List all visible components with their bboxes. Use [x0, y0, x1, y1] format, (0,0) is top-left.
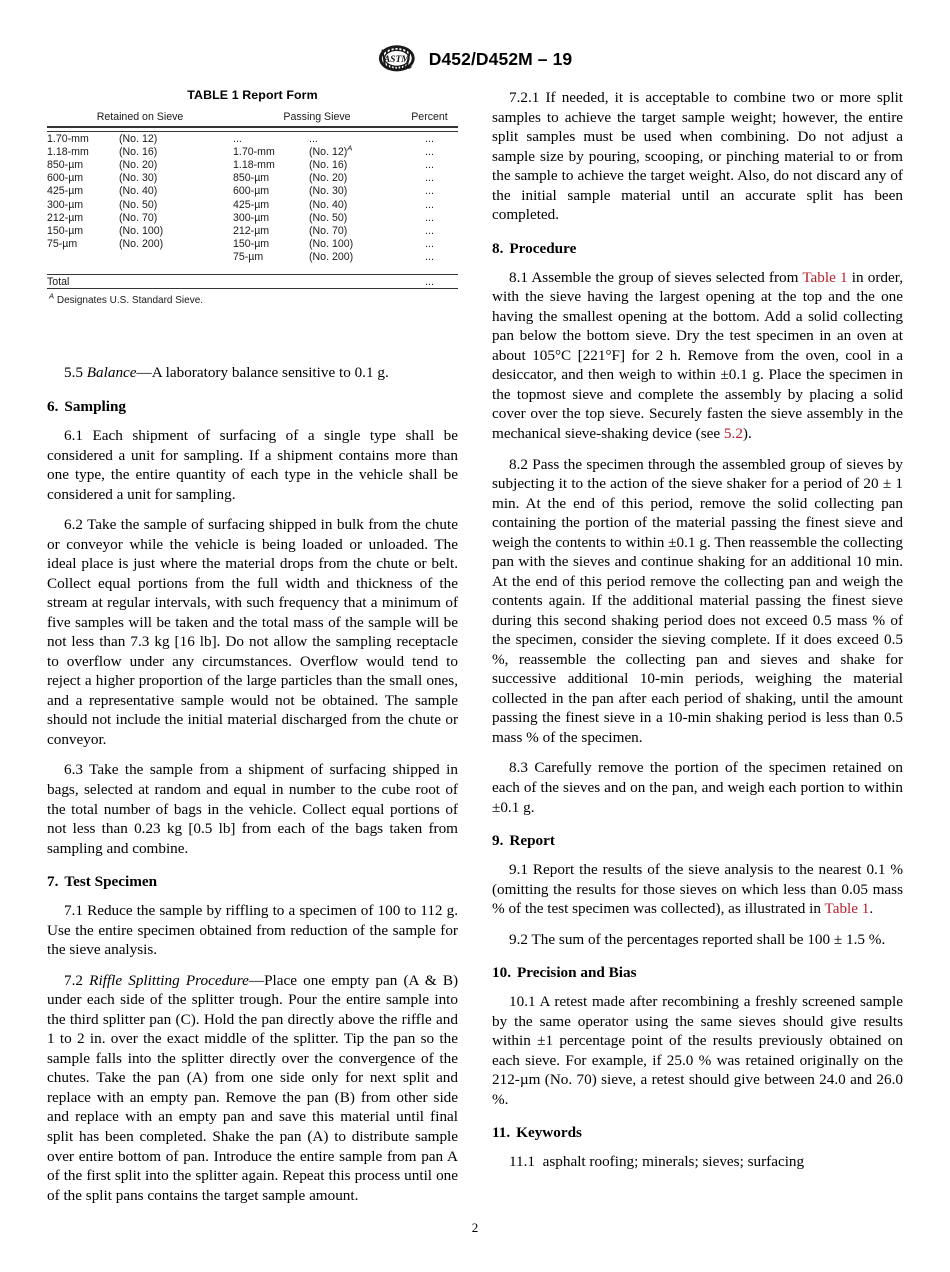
paragraph-number: 7.2.1 — [509, 89, 540, 106]
document-designation: D452/D452M – 19 — [428, 49, 573, 69]
left-column — [47, 88, 458, 1205]
paragraph-number: 8.1 — [509, 268, 528, 286]
cell-passing-size: 425-µm — [233, 198, 270, 211]
table-row — [47, 158, 458, 171]
cell-passing-mesh: (No. 40) — [309, 198, 348, 211]
table-row — [47, 172, 458, 185]
cell-percent: ... — [425, 251, 434, 264]
column-header-passing: Passing Sieve — [233, 109, 401, 127]
paragraph-number: 6.3 — [64, 761, 83, 779]
paragraph-text-before: Report the results of the sieve analysis to the nearest 0.1 % (omitting the results for those sieves on which less than 0.05 mass % of the test specimen was collected), as illustrated in — [492, 861, 904, 918]
paragraph-7-1 — [47, 892, 458, 960]
em-dash: — — [248, 971, 265, 989]
link-section-5-2[interactable]: 5.2 — [723, 424, 743, 442]
paragraph-text: Each shipment of surfacing of a single type shall be considered a unit for sampling. If a shipment contains more than one type, the entire quantity of each type in the vehicle shall be considered a unit for sampling. — [47, 426, 458, 503]
paragraph-text-middle: in order, with the sieve having the largest opening at the top and the one having the smallest opening at the bottom. Add a solid collecting pan below the bottom sieve. Dry the test specimen in an oven at about 105°C [221°F] for 2 h. Remove from the oven, cool in a desiccator, and then weigh to within ±0.1 g. Place the specimen in the topmost sieve and complete the assembly by placing a solid cover over the top sieve. Securely fasten the sieve assembly in the mechanical sieve-shaking device (see — [492, 268, 903, 442]
section-number: 7. — [47, 873, 59, 891]
paragraph-6-3 — [47, 749, 458, 858]
cell-retained-size: 212-µm — [47, 211, 84, 224]
paragraph-text: Pass the specimen through the assembled group of sieves by subjecting it to the action of the sieve shaker for a period of 20 ± 1 min. At the end of this period, remove the solid collecting pan containing the portion of the material passing the finest sieve and weigh the contents to within ±0.1 g. Then reassemble the collecting pan with the sieves and continue shaking for an additional 10 min. At the end of this period remove the collecting pan and weigh the contents again. If the additional material passing the finest sieve during this second shaking period does not exceed 0.5 mass % of the specimen, consider the sieving complete. If it does exceed 0.5 %, reassemble the collecting pan and sieves and shake for successive additional 10-min periods, weighing the material collected in the pan after each period of shaking, until the amount passing the finest sieve in a 10-min shaking period is less than 0.5 mass % of the specimen. — [492, 455, 903, 746]
cell-total-label: Total — [47, 275, 233, 289]
cell-retained-size: 425-µm — [47, 185, 84, 198]
table-body — [47, 132, 458, 292]
cell-passing-mesh: (No. 50) — [309, 211, 348, 224]
section-heading-7 — [47, 858, 458, 892]
cell-passing-size: 1.18-mm — [233, 158, 275, 171]
cell-passing-mesh: (No. 16) — [309, 158, 348, 171]
paragraph-text-after: . — [869, 900, 874, 918]
table-row — [47, 185, 458, 198]
cell-retained-size: 300-µm — [47, 198, 84, 211]
paragraph-number: 6.2 — [64, 516, 83, 534]
link-table-1[interactable]: Table 1 — [802, 268, 848, 286]
paragraph-number: 6.1 — [64, 426, 83, 444]
cell-passing-size: 300-µm — [233, 211, 270, 224]
paragraph-text: asphalt roofing; minerals; sieves; surfacing — [542, 1153, 805, 1171]
table-row — [47, 238, 458, 251]
cell-retained-size: 600-µm — [47, 172, 84, 185]
cell-retained-size: 75-µm — [47, 238, 78, 251]
paragraph-9-1 — [492, 851, 903, 919]
paragraph-10-1 — [492, 983, 903, 1109]
cell-passing-mesh: (No. 30) — [309, 185, 348, 198]
cell-retained-mesh: (No. 50) — [119, 198, 158, 211]
paragraph-number: 11.1 — [509, 1153, 536, 1171]
table-row — [47, 198, 458, 211]
cell-percent: ... — [425, 132, 434, 145]
run-in-heading: Balance — [86, 364, 137, 382]
cell-retained-size: 1.70-mm — [47, 132, 89, 145]
table-row — [47, 145, 458, 158]
cell-percent: ... — [425, 238, 434, 251]
two-column-body — [47, 88, 903, 1205]
section-heading-11 — [492, 1109, 903, 1143]
cell-retained-mesh: (No. 20) — [119, 158, 158, 171]
paragraph-text: A retest made after recombining a freshly screened sample by the same operator using the same sieves should give results within ±1 percentage point of the results previously obtained on each sieve. For example, if 25.0 % was retained originally on the 212-µm (No. 70) sieve, a retest should give between 24.0 and 26.0 %. — [492, 993, 903, 1108]
svg-text:ASTM: ASTM — [383, 54, 410, 65]
page-header — [0, 44, 950, 75]
footnote-marker: A — [347, 143, 353, 153]
cell-retained-mesh: (No. 12) — [119, 132, 158, 145]
section-title: Report — [509, 832, 555, 850]
paragraph-number: 8.3 — [509, 759, 528, 777]
table-footnote — [47, 292, 458, 307]
paragraph-text: A laboratory balance sensitive to 0.1 g. — [151, 364, 389, 382]
table-row — [47, 251, 458, 264]
table-row — [47, 224, 458, 237]
paragraph-number: 7.2 — [64, 971, 83, 989]
cell-retained-mesh — [119, 251, 233, 264]
cell-passing-size: 212-µm — [233, 224, 270, 237]
section-title: Test Specimen — [64, 873, 158, 891]
cell-passing-mesh: (No. 200) — [309, 251, 354, 264]
paragraph-text: The sum of the percentages reported shall be 100 ± 1.5 %. — [531, 930, 886, 948]
table-1-report-form — [47, 109, 458, 291]
cell-passing-size: 850-µm — [233, 172, 270, 185]
cell-passing-size: 600-µm — [233, 185, 270, 198]
paragraph-5-1 — [47, 352, 458, 383]
paragraph-number: 9.2 — [509, 930, 528, 948]
paragraph-number: 10.1 — [509, 993, 536, 1011]
cell-passing-mesh: (No. 100) — [309, 238, 354, 251]
column-header-retained: Retained on Sieve — [47, 109, 233, 127]
cell-percent: ... — [425, 198, 434, 211]
cell-total-blank — [233, 275, 401, 289]
cell-retained-mesh: (No. 70) — [119, 211, 158, 224]
paragraph-7-2-1 — [492, 88, 903, 225]
paragraph-7-2 — [47, 960, 458, 1205]
paragraph-number: 9.1 — [509, 861, 528, 879]
section-number: 9. — [492, 832, 504, 850]
section-heading-8 — [492, 225, 903, 259]
paragraph-text: Reduce the sample by riffling to a specimen of 100 to 112 g. Use the entire specimen obtained from reduction of the sample for the sieve analysis. — [47, 902, 458, 959]
run-in-heading: Riffle Splitting Procedure — [89, 971, 249, 989]
paragraph-number: 7.1 — [64, 902, 83, 920]
section-title: Procedure — [509, 239, 577, 257]
cell-percent: ... — [425, 224, 434, 237]
paragraph-text-after: ). — [742, 424, 752, 442]
footnote-text: Designates U.S. Standard Sieve. — [56, 295, 204, 307]
cell-retained-size: 850-µm — [47, 158, 84, 171]
section-number: 6. — [47, 397, 59, 415]
cell-retained-mesh: (No. 16) — [119, 145, 158, 158]
paragraph-text: Take the sample of surfacing shipped in bulk from the chute or conveyor while the vehicle is being loaded or unloaded. The ideal place is just where the material drops from the chute or belt. Collect equal portions from the full width and thickness of the stream at regular intervals, with such frequency that a minimum of five samples will be taken and the total mass of the sample will be not less than 7.3 kg [16 lb]. Do not allow the sampling receptacle to overflow under any circumstances. Overflow would tend to reject a higher proportion of the large particles than the small ones, and a representative sample would not be obtained. The sample should not include the initial material discharged from the chute or conveyor. — [47, 516, 458, 748]
cell-passing-size: 1.70-mm — [233, 145, 275, 158]
paragraph-text: Carefully remove the portion of the specimen retained on each of the sieves and on the pan, and weigh each portion to within ±0.1 g. — [492, 759, 903, 816]
paragraph-6-1 — [47, 417, 458, 504]
page-number: 2 — [471, 1220, 479, 1235]
section-heading-9 — [492, 817, 903, 851]
section-number: 11. — [492, 1124, 511, 1142]
table-row — [47, 211, 458, 224]
cell-retained-mesh: (No. 30) — [119, 172, 158, 185]
paragraph-9-2 — [492, 919, 903, 950]
cell-percent: ... — [425, 172, 434, 185]
section-number: 8. — [492, 239, 504, 257]
cell-passing-size: 75-µm — [233, 251, 264, 264]
footnote-marker-a: A — [49, 292, 55, 302]
cell-retained-size: 150-µm — [47, 224, 84, 237]
section-heading-10 — [492, 949, 903, 983]
table-1-block — [47, 88, 458, 306]
link-table-1[interactable]: Table 1 — [824, 900, 870, 918]
right-column — [492, 88, 903, 1205]
section-title: Sampling — [64, 397, 127, 415]
table-bottom-rule — [47, 289, 458, 292]
table-1-title: TABLE 1 Report Form — [187, 88, 318, 102]
paragraph-8-1 — [492, 259, 903, 444]
cell-percent: ... — [425, 211, 434, 224]
cell-passing-size: ... — [233, 132, 242, 145]
cell-total-percent: ... — [401, 275, 458, 289]
section-title: Keywords — [516, 1124, 582, 1142]
table-header-row — [47, 109, 458, 127]
section-number: 10. — [492, 964, 511, 982]
cell-retained-mesh: (No. 100) — [119, 224, 164, 237]
cell-retained-size — [47, 251, 119, 264]
cell-passing-mesh: (No. 70) — [309, 224, 348, 237]
cell-percent: ... — [425, 158, 434, 171]
table-bottom-spacer — [47, 308, 458, 352]
table-row — [47, 132, 458, 146]
paragraph-number: 5.5 — [64, 364, 83, 382]
paragraph-text: If needed, it is acceptable to combine two or more split samples to achieve the target sample weight; however, the entire split samples must be used when combining. Do not adjust a sample size by pouring, scooping, or pinching material to or from the sample to achieve the target weight. Also, do not discard any of the initial sample material until an accurate split has been completed. — [492, 89, 904, 224]
paragraph-6-2 — [47, 504, 458, 749]
cell-percent: ... — [425, 185, 434, 198]
paragraph-text: Take the sample from a shipment of surfacing shipped in bags, selected at random and equal in number to the cube root of the total number of bags in the vehicle. Collect equal portions of not less than 0.23 kg [0.5 lb] from each of the bags taken from sampling and combine. — [47, 761, 458, 857]
section-title: Precision and Bias — [516, 964, 637, 982]
em-dash: — — [136, 364, 152, 382]
cell-passing-mesh: (No. 12)$^A$ — [309, 143, 353, 158]
table-spacer-row — [47, 264, 458, 275]
table-total-row — [47, 275, 458, 289]
cell-retained-size: 1.18-mm — [47, 145, 89, 158]
cell-retained-mesh: (No. 200) — [119, 238, 164, 251]
paragraph-11-1 — [492, 1143, 903, 1172]
cell-retained-mesh: (No. 40) — [119, 185, 158, 198]
column-header-percent: Percent — [401, 109, 458, 127]
cell-passing-mesh: (No. 20) — [309, 172, 348, 185]
paragraph-number: 8.2 — [509, 455, 528, 473]
cell-passing-mesh: ... — [309, 132, 318, 145]
cell-percent: ... — [425, 145, 434, 158]
paragraph-8-2 — [492, 444, 903, 748]
section-heading-6 — [47, 383, 458, 417]
paragraph-text-before: Assemble the group of sieves selected from — [531, 268, 803, 286]
cell-passing-size: 150-µm — [233, 238, 270, 251]
paragraph-text: Place one empty pan (A & B) under each side of the splitter trough. Pour the entire sample into the third splitter pan (C). Hold the pan directly above the riffle and 1 to 2 in. over the exact middle of the splitter. Tip the pan so the sample falls into the splitter directly over the convergence of the chutes. Take the pan (A) from one side only for next split and replace with an empty pan. Remove the pan (B) from other side and replace with an empty pan and save this material until final split has been completed. Shake the pan (A) to distribute sample over entire bottom of pan. Introduce the entire sample from pan A of the first split into the splitter again. Repeat this process until one of the split pans contains the target sample amount. — [47, 971, 459, 1204]
astm-logo-icon — [378, 44, 418, 75]
paragraph-8-3 — [492, 747, 903, 817]
